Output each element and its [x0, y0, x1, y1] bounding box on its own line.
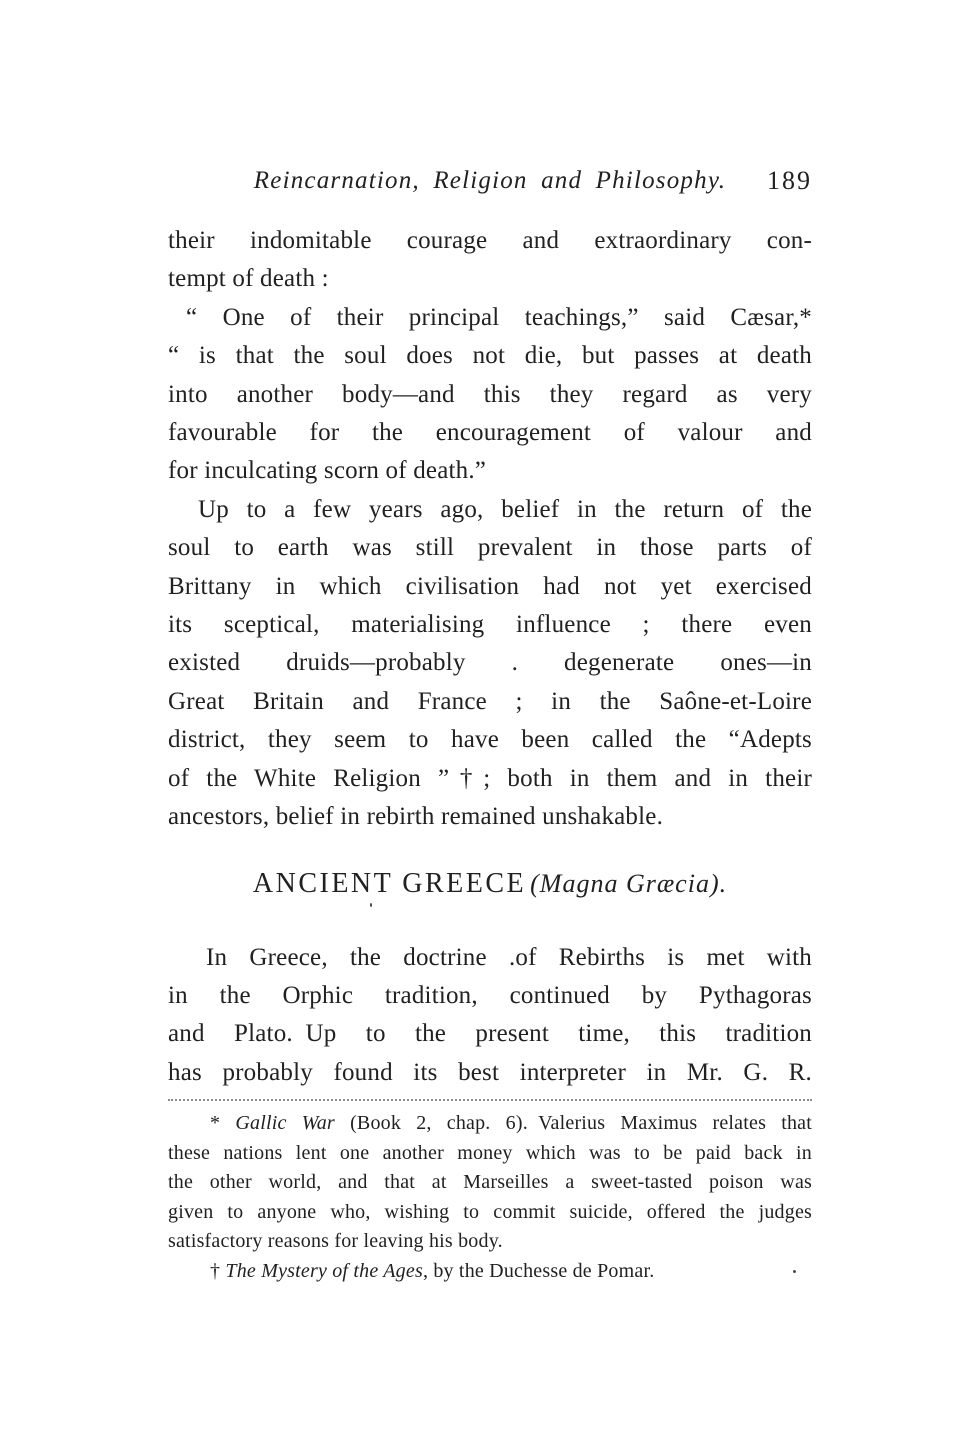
- running-head-title: Reincarnation, Religion and Philosophy.: [253, 167, 727, 194]
- body-line: “ is that the soul does not die, but passes at death: [168, 342, 812, 370]
- body-line: in the Orphic tradition, continued by Pythagoras: [168, 981, 812, 1009]
- body-line: existed druids—probably . degenerate ones—in: [168, 649, 812, 677]
- footnote-1: [168, 1109, 812, 1257]
- body-line: of the White Religion ”†; both in them and in their: [168, 764, 812, 792]
- body-line: tempt of death :: [168, 265, 329, 293]
- body-line: “ One of their principal teachings,” said Cæsar,*: [186, 303, 812, 331]
- body-line: has probably found its best interpreter in Mr. G. R.: [168, 1058, 812, 1086]
- body-line: its sceptical, materialising influence ; there even: [168, 611, 812, 639]
- footnote-line: [168, 1109, 812, 1139]
- footnote-2: [168, 1257, 812, 1287]
- section-heading-italic: (Magna Græcia).: [530, 868, 728, 898]
- body-line: ancestors, belief in rebirth remained unshakable.: [168, 803, 664, 831]
- footnote-line: the other world, and that at Marseilles a sweet-tasted poison was: [168, 1171, 812, 1194]
- body-line: district, they seem to have been called the “Adepts: [168, 726, 812, 754]
- body-line: Up to a few years ago, belief in the return of the: [198, 495, 812, 523]
- footnote-line: given to anyone who, wishing to commit suicide, offered the judges: [168, 1200, 812, 1223]
- body-line: Brittany in which civilisation had not yet exercised: [168, 572, 812, 600]
- running-head: [168, 164, 812, 198]
- scan-speck: [793, 1270, 796, 1273]
- section-heading: [168, 864, 812, 908]
- footnote-work-title: The Mystery of the Ages: [225, 1259, 423, 1282]
- body-line: their indomitable courage and extraordinary con-: [168, 227, 812, 254]
- body-line: for inculcating scorn of death.”: [168, 457, 487, 485]
- footnotes: [168, 1109, 812, 1286]
- body-line: In Greece, the doctrine .of Rebirths is met with: [206, 943, 812, 971]
- page-number: 189: [767, 166, 812, 195]
- footnote-separator: [168, 1099, 812, 1101]
- section-heading-caps: ANCIENT GREECE: [252, 867, 527, 899]
- footnote-text: (Book 2, chap. 6). Valerius Maximus relates that: [350, 1112, 813, 1135]
- footnote-line: [168, 1257, 812, 1287]
- body-line: Great Britain and France ; in the Saône-et-Loire: [168, 687, 812, 715]
- body-line: favourable for the encouragement of valour and: [168, 419, 812, 447]
- body-line: soul to earth was still prevalent in those parts of: [168, 534, 812, 562]
- footnote-line: satisfactory reasons for leaving his body.: [168, 1230, 503, 1253]
- body-line: and Plato. Up to the present time, this tradition: [168, 1020, 812, 1048]
- footnote-text: , by the Duchesse de Pomar.: [422, 1259, 655, 1282]
- body-line: into another body—and this they regard as very: [168, 380, 812, 408]
- footnote-line: these nations lent one another money which was to be paid back in: [168, 1141, 812, 1164]
- body-column: [168, 222, 812, 1286]
- scan-speck: [370, 903, 372, 907]
- footnote-marker-asterisk: *: [210, 1112, 221, 1135]
- footnote-work-title: Gallic War: [235, 1112, 335, 1135]
- footnote-marker-dagger: †: [210, 1259, 221, 1282]
